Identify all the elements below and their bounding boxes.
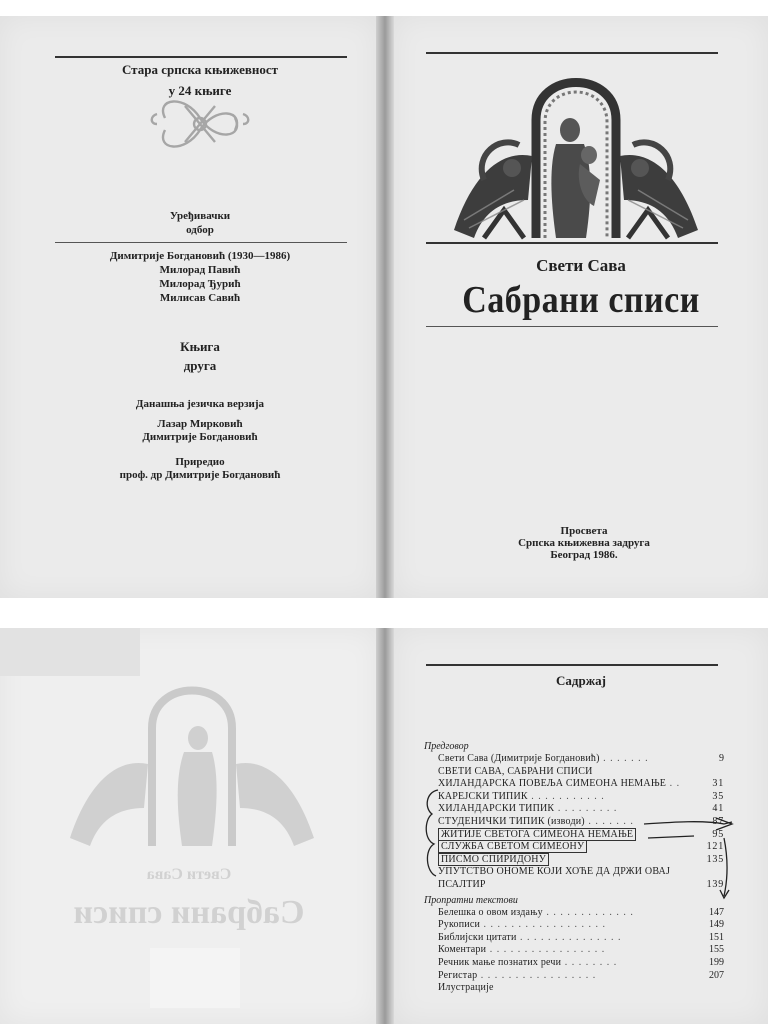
toc-row	[424, 816, 724, 829]
book-title: Сабрани списи	[462, 279, 700, 322]
top-rule	[55, 56, 347, 58]
toc-section-label: Пропратни текстови	[424, 894, 518, 906]
toc-row	[424, 841, 724, 854]
translator-2: Димитрије Богдановић	[142, 431, 258, 443]
toc-row	[424, 753, 724, 766]
toc-page: 41	[712, 803, 724, 815]
toc-page: 87	[712, 815, 724, 827]
toc-leader: . . . . . . . . . . . . . . . . . .	[480, 919, 607, 931]
toc-row	[424, 778, 724, 791]
toc-page: 95	[712, 828, 724, 840]
board-member-1: Димитрије Богдановић (1930—1986)	[109, 250, 291, 262]
scan-patch-2	[150, 948, 240, 1008]
toc-leader: . . . . . . . . . . . . . . . . .	[477, 969, 597, 981]
toc-title: Рукописи	[438, 919, 481, 931]
page-contents	[394, 628, 768, 1024]
toc-page: 139	[706, 878, 724, 890]
toc-leader: . . . . . . . . . . . . . . . . .	[486, 944, 606, 956]
publisher-3: Београд 1986.	[550, 549, 618, 561]
toc-page: 35	[712, 790, 724, 802]
toc-page: 31	[712, 778, 724, 790]
book-spine-bottom	[376, 628, 394, 1024]
series-line-2: у 24 књиге	[168, 83, 232, 98]
toc-leader: . . . . . . . . .	[554, 803, 618, 815]
series-line-1: Стара српска књижевност	[121, 62, 279, 77]
board-member-3: Милорад Ђурић	[159, 278, 241, 290]
toc-title: ХИЛАНДАРСКИ ТИПИК	[438, 803, 555, 815]
publisher-1: Просвета	[560, 525, 608, 537]
toc-row	[424, 970, 724, 983]
toc-title: КАРЕЈСКИ ТИПИК	[438, 790, 528, 802]
toc-row	[424, 866, 724, 879]
toc-page: 121	[706, 841, 724, 853]
book-line-1: Књига	[180, 339, 220, 354]
toc-title: Регистар	[438, 969, 478, 981]
toc-leader: . . . . . . . . . . . . .	[542, 906, 634, 918]
page-show-through	[0, 628, 378, 1024]
toc-heading: Садржај	[556, 673, 606, 688]
toc-row	[424, 919, 724, 932]
toc-page: 135	[706, 853, 724, 865]
toc-leader: . . . . . . .	[584, 815, 634, 827]
modern-version-label: Данашња језичка верзија	[135, 398, 265, 410]
series-ornament-icon	[145, 88, 255, 160]
title-bottom-rule	[426, 326, 718, 327]
board-label-2: одбор	[186, 224, 214, 236]
toc-row	[424, 766, 724, 779]
ghost-author: Свети Сава	[146, 866, 232, 883]
toc-leader: . . . . . . .	[599, 753, 649, 764]
toc-row	[424, 803, 724, 816]
toc-title: СЛУЖБА СВЕТОМ СИМЕОНУ	[438, 840, 587, 853]
toc-page: 149	[709, 919, 724, 931]
toc-row	[424, 791, 724, 804]
toc-leader: . .	[666, 778, 681, 790]
toc-title: Илустрације	[438, 982, 494, 994]
toc-title: ХИЛАНДАРСКА ПОВЕЉА СИМЕОНА НЕМАЊЕ	[438, 778, 667, 790]
title-top-rule	[426, 52, 718, 54]
book-line-2: друга	[183, 358, 217, 373]
mirrored-relief-icon	[60, 668, 324, 848]
toc-title: Белешка о овом издању	[438, 906, 543, 918]
board-rule	[55, 242, 347, 243]
toc-page: 151	[709, 931, 724, 943]
scan-gap	[0, 598, 768, 628]
toc-page: 207	[709, 969, 724, 981]
publisher-2: Српска књижевна задруга	[518, 537, 650, 549]
toc-title: Речник мање познатих речи	[438, 956, 562, 968]
toc-page: 9	[719, 753, 724, 764]
toc-top-rule	[426, 664, 718, 666]
toc-page: 155	[709, 944, 724, 956]
toc-row	[424, 854, 724, 867]
editor-name: проф. др Димитрије Богдановић	[119, 469, 281, 481]
book-author: Свети Сава	[536, 256, 626, 275]
toc-title: УПУТСТВО ОНОМЕ КОЈИ ХОЋЕ ДА ДРЖИ ОВАЈ	[438, 866, 671, 878]
title-mid-rule	[426, 242, 718, 244]
page-title	[394, 16, 768, 598]
toc-title: ЖИТИЈЕ СВЕТОГА СИМЕОНА НЕМАЊЕ	[438, 828, 636, 841]
board-member-2: Милорад Павић	[159, 264, 241, 276]
board-label-1: Уређивачки	[169, 210, 231, 222]
toc-title: ПСАЛТИР	[438, 878, 486, 890]
toc-title: ПИСМО СПИРИДОНУ	[438, 853, 549, 866]
toc-title: Коментари	[438, 944, 487, 956]
toc-row	[424, 944, 724, 957]
toc-title: СВЕТИ САВА, САБРАНИ СПИСИ	[438, 765, 593, 777]
board-member-4: Милисав Савић	[159, 292, 241, 304]
translator-1: Лазар Мирковић	[157, 418, 243, 430]
toc-section-label: Предговор	[424, 741, 469, 752]
ghost-title: Сабрани списи	[73, 894, 305, 931]
toc-leader: . . . . . . . . . . .	[527, 790, 605, 802]
toc-leader: . . . . . . . . . . . . . . .	[516, 931, 622, 943]
toc-row	[424, 907, 724, 920]
toc-title: Библијски цитати	[438, 931, 517, 943]
toc-row	[424, 957, 724, 970]
book-spine-top	[376, 16, 394, 598]
madonna-relief-icon	[444, 60, 708, 240]
toc-page: 199	[709, 956, 724, 968]
page-series-info	[0, 16, 378, 598]
toc-page: 147	[709, 906, 724, 918]
toc-row	[424, 879, 724, 892]
editor-label: Приредио	[175, 456, 225, 468]
toc-row	[424, 982, 724, 995]
toc-row	[424, 932, 724, 945]
toc-title: СТУДЕНИЧКИ ТИПИК (изводи)	[438, 815, 585, 827]
toc-list	[424, 738, 724, 995]
toc-title: Свети Сава (Димитрије Богдановић)	[438, 753, 600, 764]
toc-leader: . . . . . . . .	[561, 956, 618, 968]
